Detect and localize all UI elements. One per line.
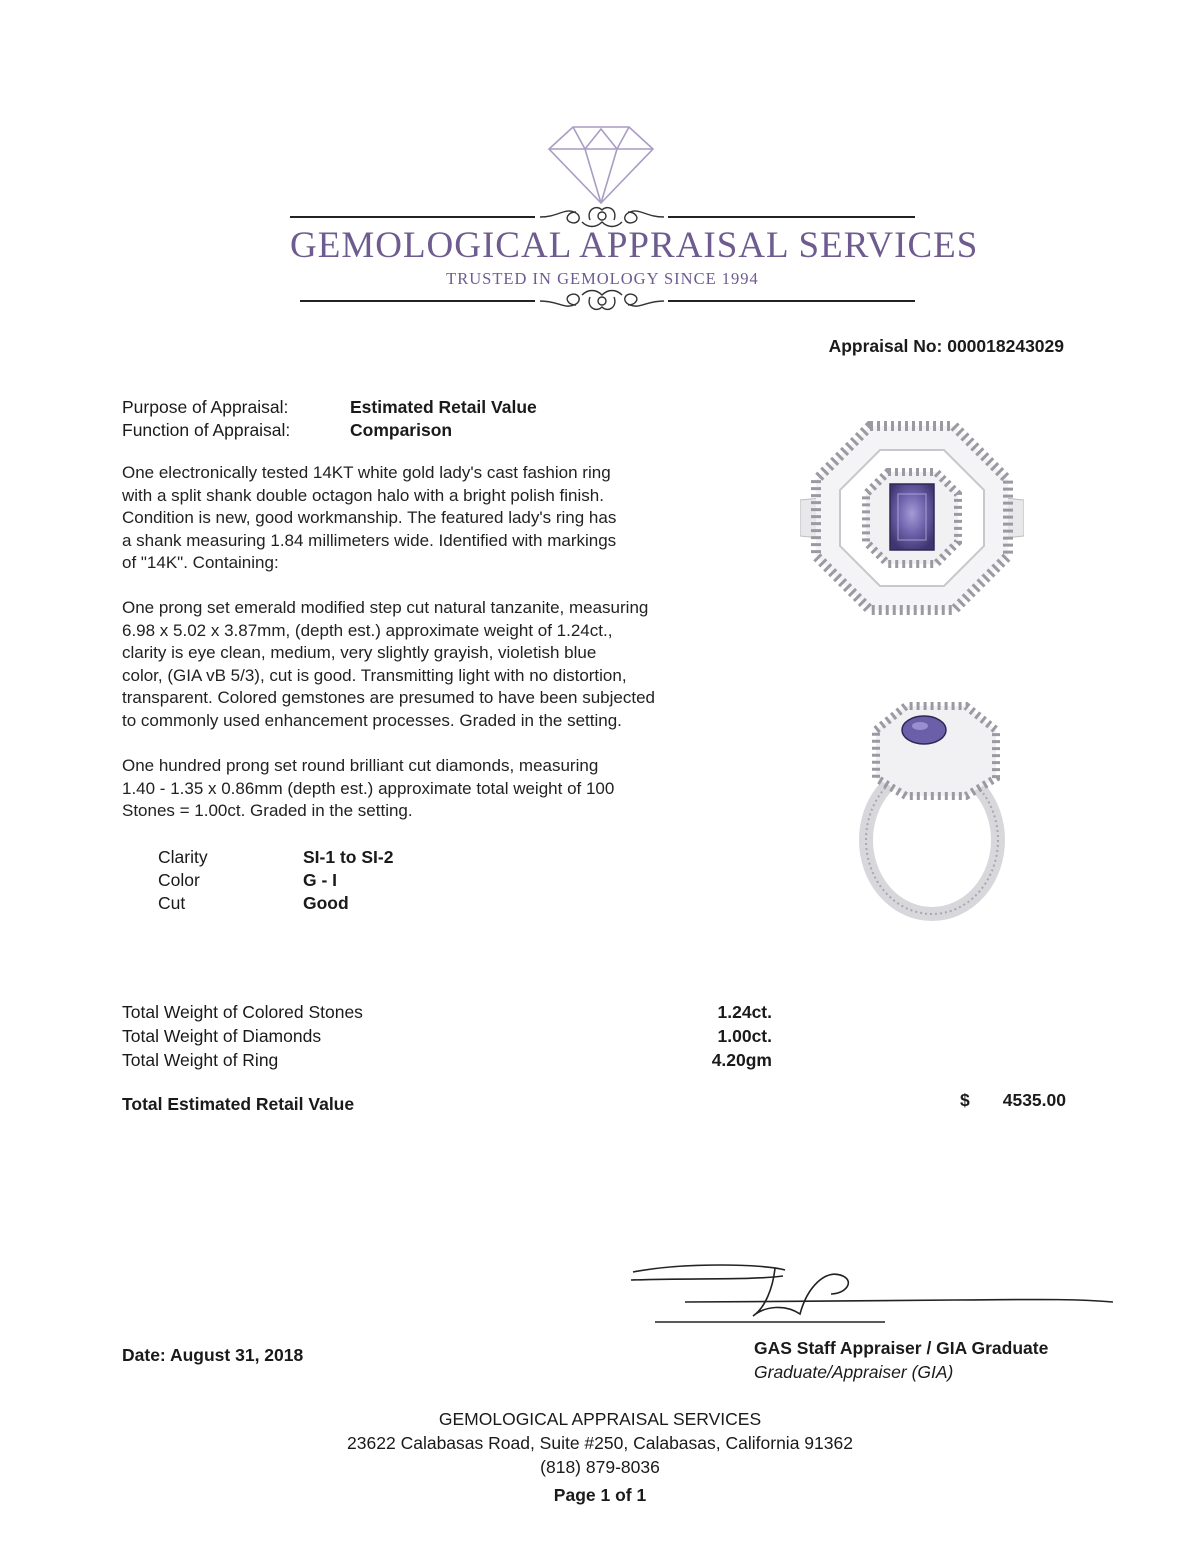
ring-top-view-image [800, 420, 1024, 616]
grading-value: Good [303, 893, 349, 913]
totals-label: Total Weight of Colored Stones [122, 1002, 363, 1022]
text-line: One prong set emerald modified step cut natural tanzanite, measuring [122, 598, 649, 617]
grading-value: G - I [303, 870, 338, 890]
text-line: 1.40 - 1.35 x 0.86mm (depth est.) approximate total weight of 100 [122, 778, 615, 798]
grading-label: Color [158, 870, 200, 890]
totals-label: Total Weight of Ring [122, 1050, 279, 1070]
grading-row [158, 846, 458, 869]
appraisal-date: Date: August 31, 2018 [122, 1345, 304, 1365]
totals-row [122, 1025, 772, 1049]
text-line: Stones = 1.00ct. Graded in the setting. [122, 801, 413, 820]
grading-table [158, 846, 458, 915]
company-name: GEMOLOGICAL APPRAISAL SERVICES [290, 225, 979, 266]
totals-label: Total Weight of Diamonds [122, 1026, 322, 1046]
function-label: Function of Appraisal: [122, 420, 291, 440]
text-line: to commonly used enhancement processes. Graded in the setting. [122, 710, 622, 730]
text-line: clarity is eye clean, medium, very slightly grayish, violetish blue [122, 643, 597, 662]
text-line: with a split shank double octagon halo with a bright polish finish. [122, 485, 604, 505]
totals-value: 4.20gm [711, 1050, 772, 1070]
text-line: Condition is new, good workmanship. The featured lady's ring has [122, 508, 617, 527]
footer-address: 23622 Calabasas Road, Suite #250, Calabasas, California 91362 [347, 1433, 853, 1453]
text-line: transparent. Colored gemstones are presumed to have been subjected [122, 688, 655, 707]
diamond-logo-icon [545, 123, 657, 205]
ring-description [122, 462, 762, 575]
totals-table [122, 1001, 772, 1073]
retail-amount: 4535.00 [1002, 1090, 1066, 1110]
appraisal-number: Appraisal No: 000018243029 [828, 336, 1064, 356]
function-value: Comparison [350, 420, 453, 440]
footer-company: GEMOLOGICAL APPRAISAL SERVICES [438, 1409, 762, 1429]
company-logo [290, 118, 979, 328]
purpose-label: Purpose of Appraisal: [122, 397, 289, 417]
appraiser-title: GAS Staff Appraiser / GIA Graduate [754, 1338, 1049, 1358]
text-line: 6.98 x 5.02 x 3.87mm, (depth est.) approximate weight of 1.24ct., [122, 620, 613, 640]
ring-side-view-image [846, 700, 1016, 922]
flourish-bottom-icon [538, 287, 666, 315]
appraiser-subtitle: Graduate/Appraiser (GIA) [754, 1362, 954, 1382]
company-tagline: TRUSTED IN GEMOLOGY SINCE 1994 [446, 269, 759, 288]
grading-row [158, 892, 458, 915]
purpose-value: Estimated Retail Value [350, 397, 537, 417]
totals-value: 1.24ct. [717, 1002, 772, 1022]
text-line: color, (GIA vB 5/3), cut is good. Transmitting light with no distortion, [122, 665, 627, 685]
retail-value-label: Total Estimated Retail Value [122, 1094, 355, 1114]
totals-row [122, 1001, 772, 1025]
grading-label: Clarity [158, 847, 208, 867]
footer-phone: (818) 879-8036 [540, 1457, 660, 1477]
retail-currency: $ [960, 1090, 970, 1110]
page-number: Page 1 of 1 [553, 1485, 647, 1505]
grading-value: SI-1 to SI-2 [303, 847, 394, 867]
text-line: a shank measuring 1.84 millimeters wide. Identified with markings [122, 530, 617, 550]
totals-row [122, 1049, 772, 1073]
text-line: One hundred prong set round brilliant cut diamonds, measuring [122, 756, 599, 775]
text-line: of "14K". Containing: [122, 553, 279, 572]
grading-row [158, 869, 458, 892]
grading-label: Cut [158, 893, 186, 913]
appraiser-signature [625, 1258, 1115, 1328]
tanzanite-description [122, 597, 762, 732]
totals-value: 1.00ct. [717, 1026, 772, 1046]
text-line: One electronically tested 14KT white gold lady's cast fashion ring [122, 463, 611, 482]
footer [0, 1407, 1200, 1507]
diamonds-description [122, 755, 762, 823]
